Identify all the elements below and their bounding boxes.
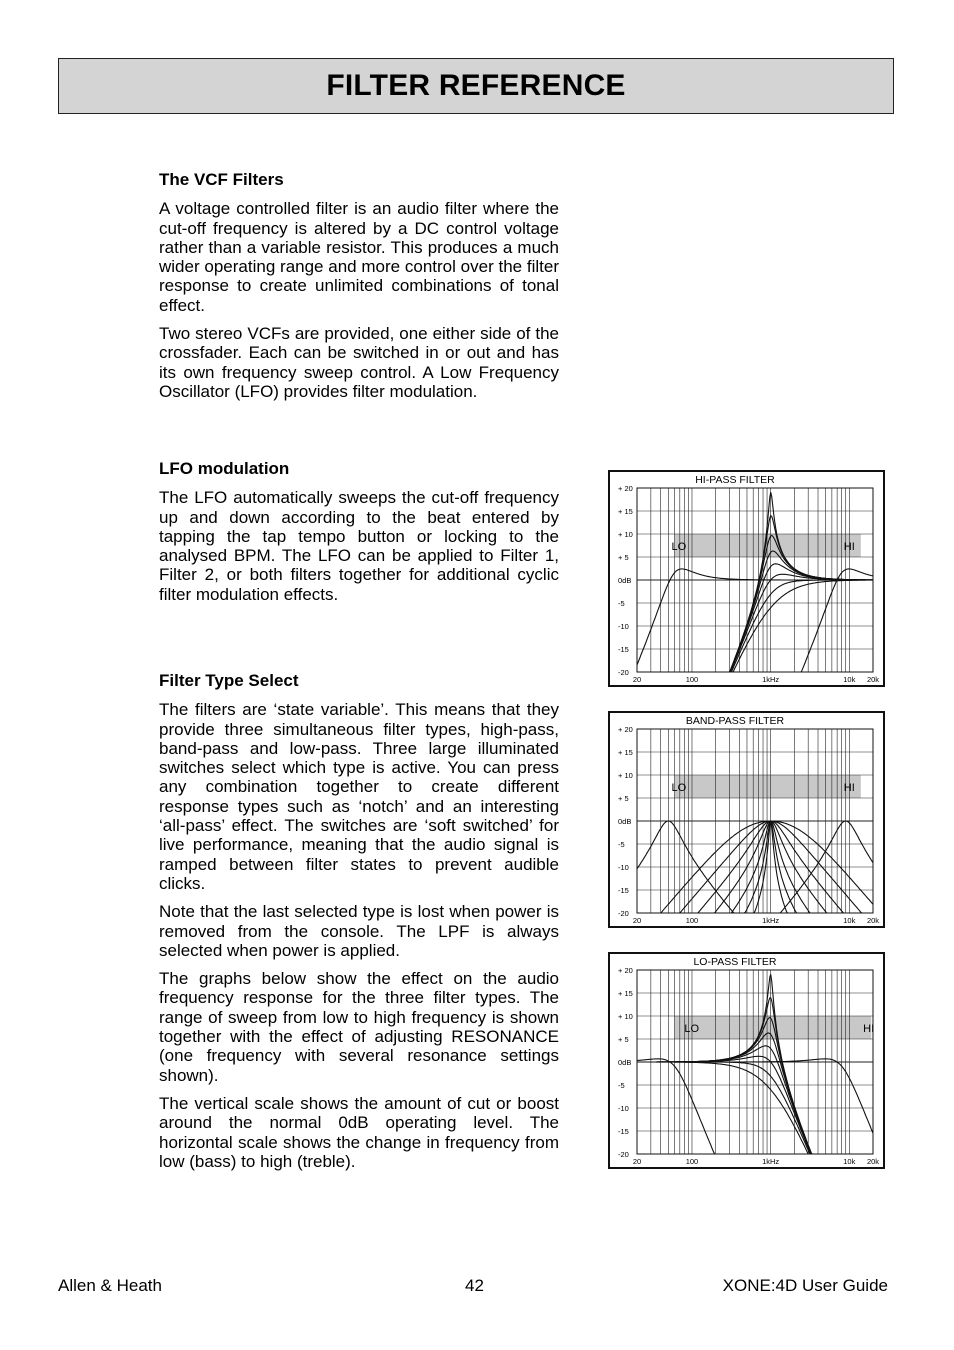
hi-label: HI bbox=[843, 782, 855, 795]
y-tick-label: + 20 bbox=[618, 966, 633, 975]
y-tick-label: + 20 bbox=[618, 484, 633, 493]
hi-pass-chart-svg bbox=[610, 472, 883, 685]
band-pass-chart-svg bbox=[610, 713, 883, 926]
y-tick-label: -20 bbox=[618, 1150, 629, 1159]
x-tick-label: 10k bbox=[843, 1157, 856, 1166]
lfo-paragraph-1: The LFO automatically sweeps the cut-off frequency up and down according to the beat entered by tapping the tap tempo button or locking to the analysed BPM. The LFO can be applied to Filter 1, Filter 2, or both filters together for additional cyclic filter modulation effects. bbox=[159, 488, 559, 604]
y-tick-label: + 15 bbox=[618, 989, 633, 998]
y-tick-label: + 15 bbox=[618, 748, 633, 757]
y-tick-label: 0dB bbox=[618, 1058, 632, 1067]
filter-type-paragraph-3: The graphs below show the effect on the audio frequency response for the three filter types. The range of sweep from low to high frequency is shown together with the effect of adjusting RESONANCE (one frequency with several resonance settings shown). bbox=[159, 969, 559, 1085]
title-bar bbox=[58, 58, 894, 114]
section-vcf bbox=[159, 170, 559, 410]
y-tick-label: 0dB bbox=[618, 576, 632, 585]
y-tick-label: -5 bbox=[618, 599, 625, 608]
resonance-curve bbox=[637, 1033, 873, 1154]
y-tick-label: -10 bbox=[618, 863, 629, 872]
x-tick-label: 1kHz bbox=[762, 1157, 780, 1166]
lfo-heading: LFO modulation bbox=[159, 459, 290, 478]
band-pass-chart bbox=[608, 711, 885, 928]
x-tick-label: 1kHz bbox=[762, 675, 780, 684]
x-tick-label: 20 bbox=[632, 675, 642, 684]
y-tick-label: -5 bbox=[618, 840, 625, 849]
vcf-heading: The VCF Filters bbox=[159, 170, 284, 189]
x-tick-label: 10k bbox=[843, 916, 856, 925]
footer-left: Allen & Heath bbox=[58, 1276, 162, 1295]
lo-label: LO bbox=[671, 541, 687, 554]
x-tick-label: 20 bbox=[632, 916, 642, 925]
filter-type-paragraph-4: The vertical scale shows the amount of cut or boost around the normal 0dB operating level. The horizontal scale shows the change in frequency from low (bass) to high (treble). bbox=[159, 1093, 559, 1171]
footer-right: XONE:4D User Guide bbox=[722, 1276, 888, 1295]
chart-title: HI-PASS FILTER bbox=[695, 474, 775, 486]
chart-title: LO-PASS FILTER bbox=[693, 956, 777, 968]
page-title: FILTER REFERENCE bbox=[326, 69, 626, 102]
x-tick-label: 10k bbox=[843, 675, 856, 684]
y-tick-label: -5 bbox=[618, 1081, 625, 1090]
lo-pass-chart bbox=[608, 952, 885, 1169]
x-tick-label: 1kHz bbox=[762, 916, 780, 925]
lo-pass-chart-svg bbox=[610, 954, 883, 1167]
x-tick-label: 20k bbox=[866, 916, 880, 925]
filter-type-paragraph-2: Note that the last selected type is lost when power is removed from the console. The LPF is always selected when power is applied. bbox=[159, 902, 559, 960]
x-tick-label: 100 bbox=[685, 1157, 699, 1166]
sweep-band bbox=[675, 775, 861, 798]
chart-title: BAND-PASS FILTER bbox=[685, 715, 785, 727]
y-tick-label: 0dB bbox=[618, 817, 632, 826]
x-tick-label: 20k bbox=[866, 1157, 880, 1166]
y-tick-label: + 10 bbox=[618, 530, 633, 539]
y-tick-label: -15 bbox=[618, 1127, 629, 1136]
y-tick-label: + 5 bbox=[618, 1035, 629, 1044]
y-tick-label: -15 bbox=[618, 645, 629, 654]
page-number: 42 bbox=[465, 1276, 484, 1295]
sweep-curve bbox=[637, 1059, 873, 1133]
x-tick-label: 100 bbox=[685, 675, 699, 684]
hi-pass-chart bbox=[608, 470, 885, 687]
y-tick-label: + 5 bbox=[618, 553, 629, 562]
y-tick-label: -10 bbox=[618, 1104, 629, 1113]
sweep-curve bbox=[637, 1059, 873, 1154]
section-lfo bbox=[159, 459, 559, 613]
filter-type-heading: Filter Type Select bbox=[159, 671, 299, 690]
hi-label: HI bbox=[843, 541, 855, 554]
y-tick-label: + 15 bbox=[618, 507, 633, 516]
y-tick-label: + 10 bbox=[618, 771, 633, 780]
y-tick-label: -10 bbox=[618, 622, 629, 631]
y-tick-label: -15 bbox=[618, 886, 629, 895]
y-tick-label: + 20 bbox=[618, 725, 633, 734]
y-tick-label: + 5 bbox=[618, 794, 629, 803]
y-tick-label: + 10 bbox=[618, 1012, 633, 1021]
y-tick-label: -20 bbox=[618, 909, 629, 918]
lo-label: LO bbox=[684, 1023, 700, 1036]
x-tick-label: 20 bbox=[632, 1157, 642, 1166]
vcf-paragraph-2: Two stereo VCFs are provided, one either side of the crossfader. Each can be switched in or out and has its own frequency sweep control. A Low Frequency Oscillator (LFO) provides filter modulation. bbox=[159, 324, 559, 401]
x-tick-label: 100 bbox=[685, 916, 699, 925]
resonance-curve bbox=[637, 492, 873, 672]
hi-label: HI bbox=[863, 1023, 875, 1036]
y-tick-label: -20 bbox=[618, 668, 629, 677]
section-filter-type bbox=[159, 671, 559, 1180]
x-tick-label: 20k bbox=[866, 675, 880, 684]
vcf-paragraph-1: A voltage controlled filter is an audio filter where the cut-off frequency is altered by a DC control voltage rather than a variable resistor. This produces a much wider operating range and more control over the filter response to create unlimited combinations of tonal effect. bbox=[159, 199, 559, 315]
filter-type-paragraph-1: The filters are ‘state variable’. This means that they provide three simultaneous filter types, high-pass, band-pass and low-pass. Three large illuminated switches select which type is active. You can press any combination together to create different response types such as ‘notch’ and an interesting ‘all-pass’ effect. The switches are ‘soft switched’ for live performance, meaning that the audio signal is ramped between filter states to prevent audible clicks. bbox=[159, 700, 559, 893]
sweep-curve bbox=[637, 569, 873, 665]
resonance-curve bbox=[637, 1056, 873, 1154]
lo-label: LO bbox=[671, 782, 687, 795]
resonance-curve bbox=[637, 574, 873, 672]
